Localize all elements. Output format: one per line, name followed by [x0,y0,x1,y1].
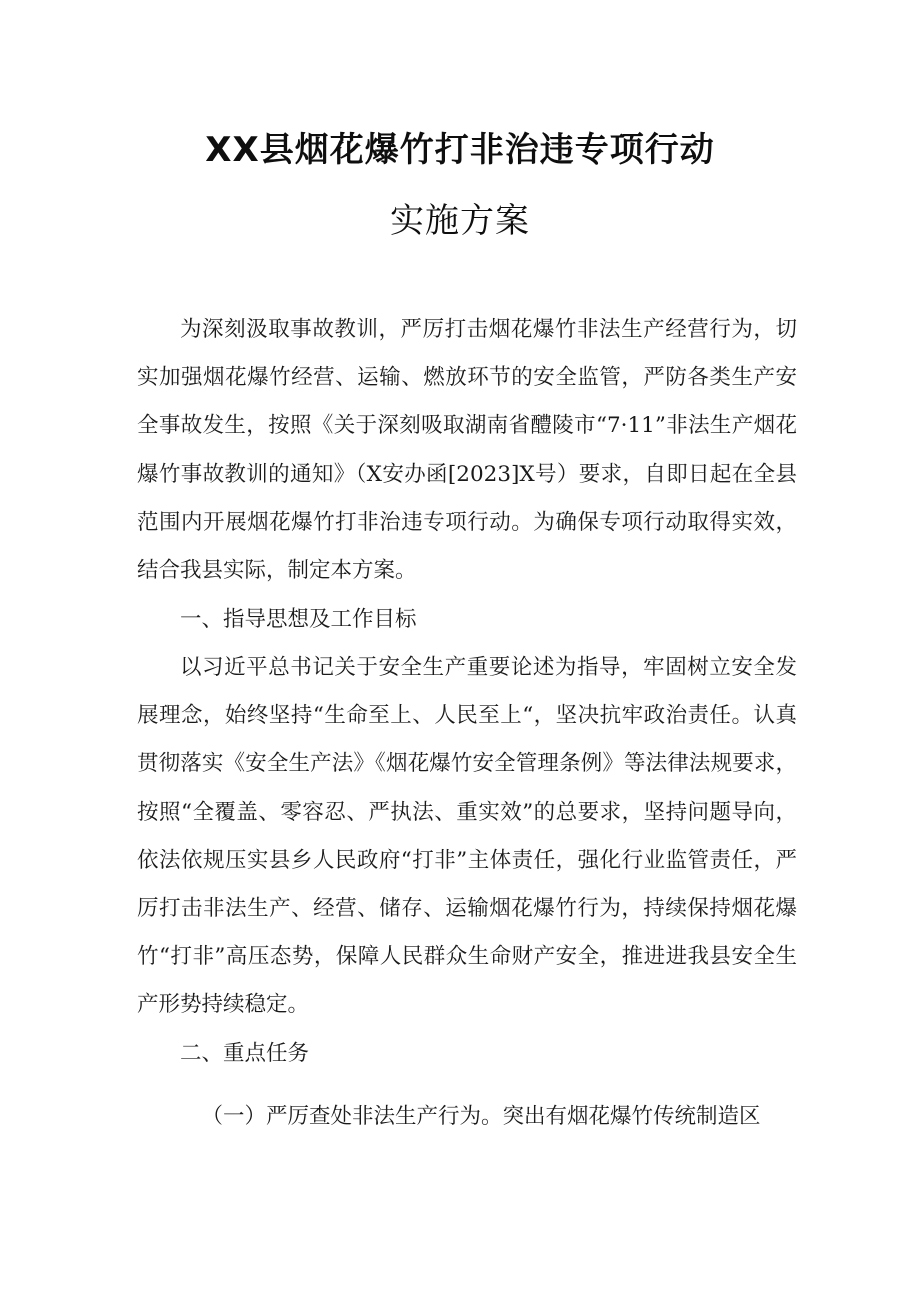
section2-heading-block [137,1030,797,1078]
section1-heading-block [137,596,797,644]
document-title: XX县烟花爆竹打非治违专项行动 [205,130,715,170]
section2-item1: （一）严厉查处非法生产行为。突出有烟花爆竹传统制造区 [201,1104,761,1129]
document-subtitle: 实施方案 [390,201,530,241]
intro-paragraph: 为深刻汲取事故教训，严厉打击烟花爆竹非法生产经营行为，切实加强烟花爆竹经营、运输、燃放环节的安全监管，严防各类生产安全事故发生，按照《关于深刻吸取湖南省醴陵市“7·11”非法生产烟花爆竹事故教训的通知》（X安办函[2023]X号）要求，自即日起在全县范围内开展烟花爆竹打非治违专项行动。为确保专项行动取得实效，结合我县实际，制定本方案。 [137,317,797,584]
section2-item-block [137,1093,797,1141]
intro-block [137,306,797,595]
section1-heading: 一、指导思想及工作目标 [180,607,417,632]
section1-paragraph: 以习近平总书记关于安全生产重要论述为指导，牢固树立安全发展理念，始终坚持“生命至上、人民至上“，坚决抗牢政治责任。认真贯彻落实《安全生产法》《烟花爆竹安全管理条例》等法律法规要求，按照“全覆盖、零容忍、严执法、重实效”的总要求，坚持问题导向，依法依规压实县乡人民政府“打非”主体责任，强化行业监管责任，严厉打击非法生产、经营、储存、运输烟花爆竹行为，持续保持烟花爆竹“打非”高压态势，保障人民群众生命财产安全，推进进我县安全生产形势持续稳定。 [137,655,797,1018]
section2-heading: 二、重点任务 [180,1041,310,1066]
section1-body-block [137,644,797,1030]
